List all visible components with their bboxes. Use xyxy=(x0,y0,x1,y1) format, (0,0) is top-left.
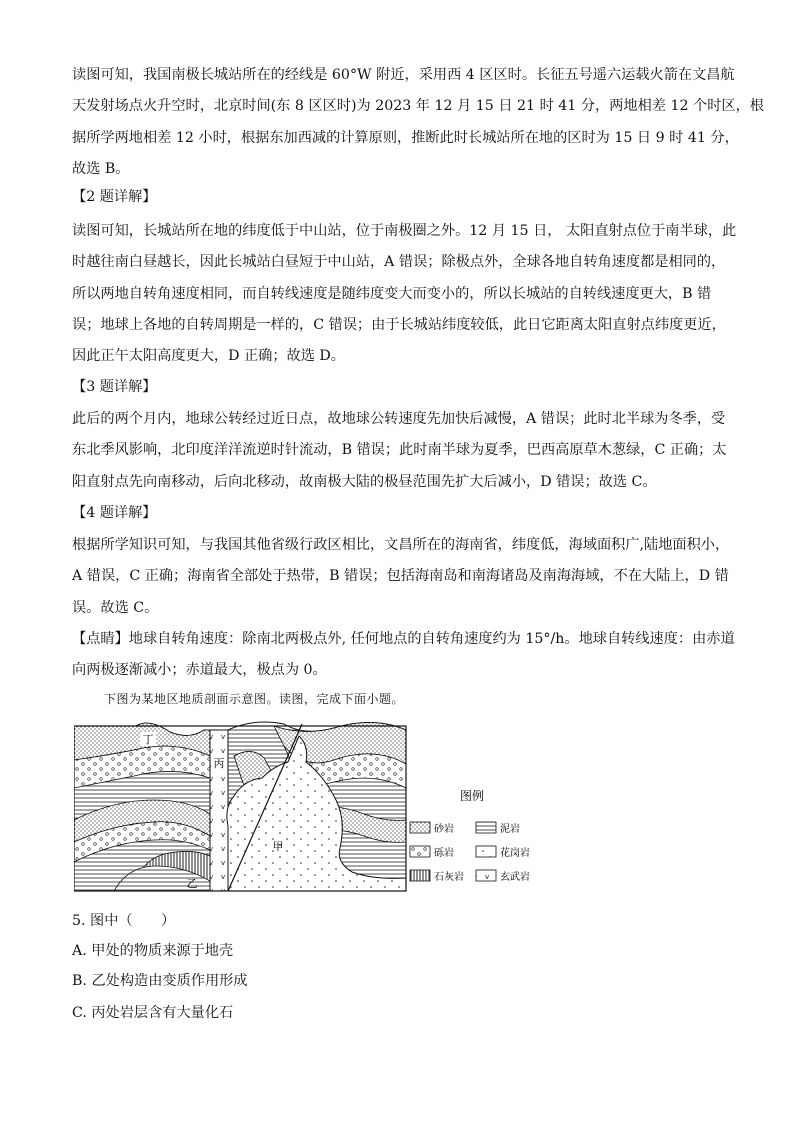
legend-label: 石灰岩 xyxy=(434,872,464,883)
legend-swatch-sandstone xyxy=(410,822,430,833)
geologic-section-figure xyxy=(74,716,536,898)
text-line: 误；地球上各地的自转周期是一样的，C 错误；由于长城站纬度较低，此日它距离太阳直射点纬度更近， xyxy=(72,316,726,333)
text-line: 东北季风影响，北印度洋洋流逆时针流动，B 错误；此时南半球为夏季，巴西高原草木葱绿，C 正确；太 xyxy=(72,442,727,459)
question-stem-5: 5. 图中（ ） xyxy=(72,913,176,929)
legend-swatch-basalt xyxy=(476,870,496,881)
legend-swatch-limestone xyxy=(410,870,430,881)
text-line: 故选 B。 xyxy=(72,160,130,177)
option-c[interactable]: C. 丙处岩层含有大量化石 xyxy=(72,1005,234,1021)
left-strata xyxy=(74,723,210,891)
text-line: 天发射场点火升空时，北京时间(东 8 区区时)为 2023 年 12 月 15 日 21 时 41 分，两地相差 12 个时区，根 xyxy=(72,98,764,115)
text-line: 据所学两地相差 12 小时，根据东加西减的计算原则，推断此时长城站所在地的区时为 15 日 9 时 41 分， xyxy=(72,129,739,146)
section-heading-q2: 【2 题详解】 xyxy=(72,189,157,205)
option-b[interactable]: B. 乙处构造由变质作用形成 xyxy=(72,973,248,989)
option-a[interactable]: A. 甲处的物质来源于地壳 xyxy=(72,943,234,959)
text-line: 向两极逐渐减小；赤道最大，极点为 0。 xyxy=(72,662,327,679)
text-line: 读图可知，我国南极长城站所在的经线是 60°W 附近，采用西 4 区区时。长征五号遥六运载火箭在文昌航 xyxy=(72,67,735,83)
answer-paragraph-1 xyxy=(72,60,764,185)
text-line: 阳直射点先向南移动，后向北移动，故南极大陆的极昼范围先扩大后减小，D 错误；故选 C。 xyxy=(72,473,657,490)
legend-label: 玄武岩 xyxy=(500,872,530,883)
text-line: 读图可知，长城站所在地的纬度低于中山站，位于南极圈之外。12 月 15 日， 太阳直射点位于南半球，此 xyxy=(72,223,737,239)
legend-label: 砂岩 xyxy=(434,824,454,835)
label-bing: 丙 xyxy=(213,757,225,770)
legend-label: 砾岩 xyxy=(434,848,454,859)
text-line: 【点睛】地球自转角速度：除南北两极点外, 任何地点的自转角速度约为 15°/h。地球自转线速度：由赤道 xyxy=(72,631,735,647)
text-line: 时越往南白昼越长，因此长城站白昼短于中山站，A 错误；除极点外，全球各地自转角速度都是相同的， xyxy=(72,254,726,271)
legend-label: 泥岩 xyxy=(500,824,520,835)
legend-swatch-conglomerate xyxy=(410,846,430,857)
legend-label: 花岗岩 xyxy=(500,848,530,859)
basalt-dike xyxy=(210,730,228,891)
section-heading-q3: 【3 题详解】 xyxy=(72,379,157,395)
label-yi: 乙 xyxy=(186,877,198,890)
answer-paragraph-4 xyxy=(72,530,730,624)
text-line: 误。故选 C。 xyxy=(72,599,159,616)
answer-paragraph-2 xyxy=(72,216,737,372)
text-line: 所以两地自转角速度相同，而自转线速度是随纬度变大而变小的，所以长城站的自转线速度更大，B 错 xyxy=(72,285,712,302)
label-jia: 甲 xyxy=(272,840,284,853)
text-line: A 错误，C 正确；海南省全部处于热带，B 错误；包括海南岛和南海诸岛及南海海域，不在大陆上，D 错 xyxy=(72,568,729,585)
answer-paragraph-3 xyxy=(72,404,727,498)
text-line: 因此正午太阳高度更大，D 正确；故选 D。 xyxy=(72,348,345,365)
text-line: 根据所学知识可知，与我国其他省级行政区相比，文昌所在的海南省，纬度低，海域面积广,陆地面积小， xyxy=(72,537,730,553)
figure-caption: 下图为某地区地质剖面示意图。读图，完成下面小题。 xyxy=(104,692,405,706)
legend-swatch-granite xyxy=(476,846,496,857)
section-heading-q4: 【4 题详解】 xyxy=(72,505,157,521)
legend-title: 图例 xyxy=(459,789,485,803)
legend-swatch-mudstone xyxy=(476,822,496,833)
label-ding: 丁 xyxy=(142,733,154,746)
legend xyxy=(410,788,530,883)
tip-paragraph xyxy=(72,624,735,687)
text-line: 此后的两个月内，地球公转经过近日点，故地球公转速度先加快后减慢，A 错误；此时北半球为冬季，受 xyxy=(72,411,726,427)
